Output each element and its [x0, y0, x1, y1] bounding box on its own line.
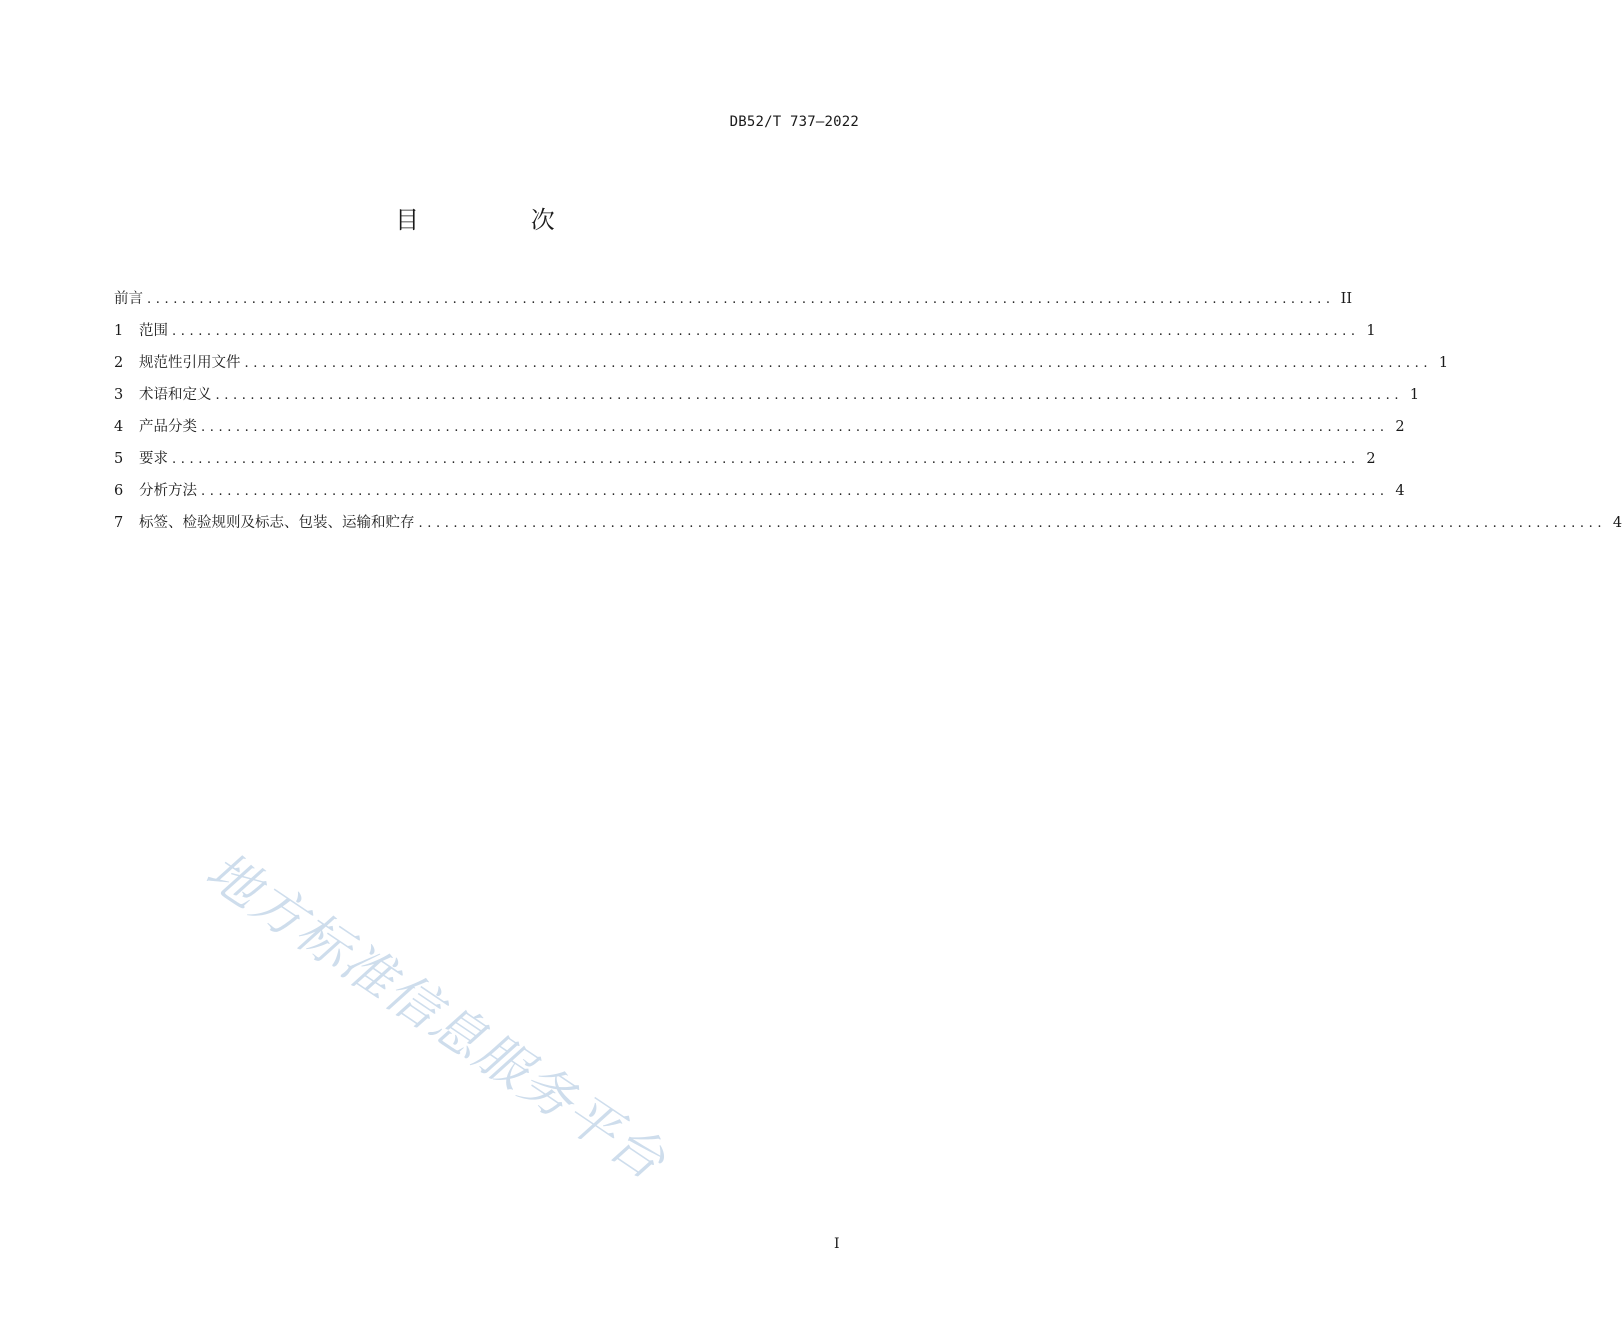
- toc-entry-label: 标签、检验规则及标志、包装、运输和贮存: [139, 515, 415, 531]
- toc-entry-page: 4: [1395, 483, 1405, 499]
- toc-entry-requirements[interactable]: [114, 447, 1376, 479]
- toc-entry-number: 1: [114, 323, 124, 339]
- toc-entry-scope[interactable]: [114, 319, 1376, 351]
- toc-entry-terms-definitions[interactable]: [114, 383, 1420, 415]
- toc-dot-leader: ........................................................................................................................................: [215, 388, 1404, 403]
- toc-entry-page: 2: [1395, 419, 1405, 435]
- toc-entry-label: 范围: [139, 323, 168, 339]
- toc-entry-number: 2: [114, 355, 124, 371]
- toc-entry-page: 4: [1612, 515, 1622, 531]
- toc-entry-number: 6: [114, 483, 124, 499]
- toc-dot-leader: ........................................................................................................................................: [201, 420, 1389, 435]
- toc-dot-leader: ........................................................................................................................................: [418, 516, 1607, 531]
- page-number: I: [834, 1236, 840, 1252]
- toc-entry-number: 7: [114, 515, 124, 531]
- toc-entry-product-classification[interactable]: [114, 415, 1405, 447]
- toc-dot-leader: ........................................................................................................................................: [244, 356, 1433, 371]
- toc-entry-label: 规范性引用文件: [139, 355, 241, 371]
- toc-entry-page: II: [1340, 291, 1353, 307]
- toc-entry-foreword[interactable]: [114, 287, 1353, 319]
- toc-entry-analysis-methods[interactable]: [114, 479, 1405, 511]
- toc-entry-number: 4: [114, 419, 124, 435]
- toc-entry-page: 2: [1366, 451, 1376, 467]
- toc-entry-normative-references[interactable]: [114, 351, 1449, 383]
- toc-entry-number: 5: [114, 451, 124, 467]
- toc-list: [114, 287, 1622, 543]
- toc-entry-label: 前言: [114, 291, 143, 307]
- toc-dot-leader: ........................................................................................................................................: [201, 484, 1389, 499]
- toc-entry-page: 1: [1438, 355, 1449, 371]
- standard-code: DB52/T 737—2022: [729, 114, 859, 130]
- toc-entry-page: 1: [1366, 323, 1376, 339]
- toc-title: 目 次: [395, 206, 607, 234]
- toc-entry-number: 3: [114, 387, 124, 403]
- toc-entry-label: 分析方法: [139, 483, 197, 499]
- toc-entry-label: 要求: [139, 451, 168, 467]
- toc-entry-label: 术语和定义: [139, 387, 212, 403]
- toc-dot-leader: ........................................................................................................................................: [147, 292, 1335, 307]
- toc-dot-leader: ........................................................................................................................................: [172, 324, 1360, 339]
- toc-entry-page: 1: [1409, 387, 1420, 403]
- watermark: 地方标准信息服务平台: [195, 840, 677, 1193]
- toc-dot-leader: ........................................................................................................................................: [172, 452, 1360, 467]
- toc-entry-label: 产品分类: [139, 419, 197, 435]
- toc-entry-labeling-inspection-packaging[interactable]: [114, 511, 1622, 543]
